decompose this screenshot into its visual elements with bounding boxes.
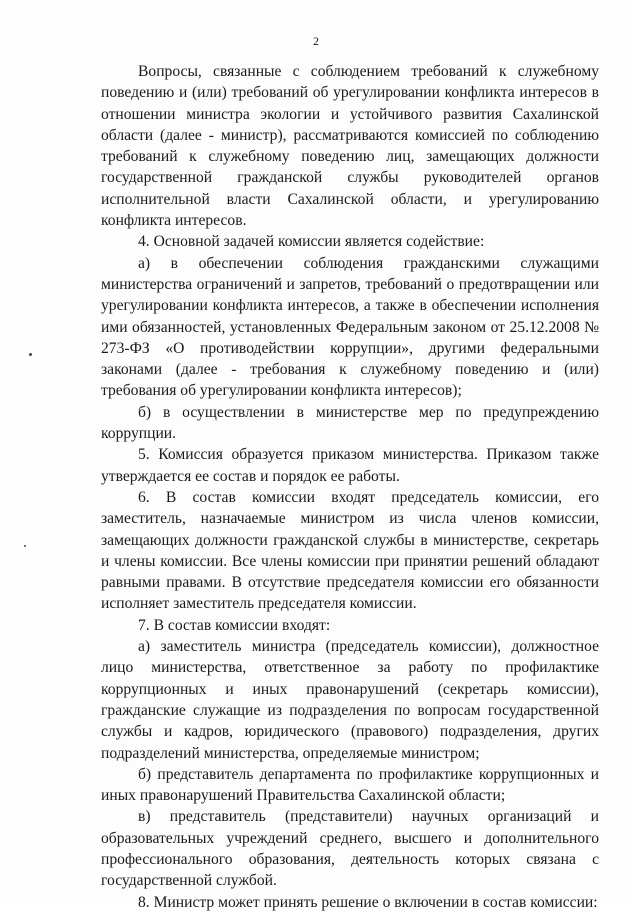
paragraph-item-4b: б) в осуществлении в министерстве мер по предупреждению коррупции. [101,403,599,443]
paragraph-item-5: 5. Комиссия образуется приказом министерства. Приказом также утверждается ее состав и порядок ее работы. [101,446,599,485]
paragraph-intro: Вопросы, связанные с соблюдением требований к служебному поведению и (или) требований об урегулировании конфликта интересов в отношении министра экологии и устойчивого развития Сахалинской области (далее - министр), рассматриваются комиссией по соблюдению требований к служебному поведению лиц, замещающих должности государственной гражданской службы руководителей органов исполнительной власти Сахалинской области, и урегулированию конфликта интересов. [101,63,599,230]
paragraph-item-6: 6. В состав комиссии входят председатель комиссии, его заместитель, назначаемые министром из числа членов комиссии, замещающих должности гражданской службы в министерстве, секретарь и члены комиссии. Все члены комиссии при принятии решений обладают равными правами. В отсутствие председателя комиссии его обязанности исполняет заместитель председателя комиссии. [101,488,599,613]
paragraph-item-4a: а) в обеспечении соблюдения гражданскими служащими министерства ограничений и запретов, требований о предотвращении или урегулировании конфликта интересов, а также в обеспечении исполнения ими обязанностей, установленных Федеральным законом от 25.12.2008 № 273-ФЗ «О противодействии коррупции», другими федеральными законами (далее - требования к служебному поведению и (или) требования об урегулировании конфликта интересов); [101,254,599,400]
paragraph-item-4: 4. Основной задачей комиссии является содействие: [138,233,485,251]
paragraph-item-8: 8. Министр может принять решение о включении в состав комиссии: [138,893,598,911]
scan-speck-mark [24,545,26,547]
page-number: 2 [313,34,319,48]
paragraph-item-7a: а) заместитель министра (председатель комиссии), должностное лицо министерства, ответственное за работу по профилактике коррупционных и иных правонарушений (секретарь комиссии), гражданские служащие из подразделения по вопросам государственной службы и кадров, юридического (правового) подразделения, других подразделений министерства, определяемые министром; [101,638,599,762]
paragraph-item-7b: б) представитель департамента по профилактике коррупционных и иных правонарушений Правительства Сахалинской области; [101,765,599,805]
scan-speck-mark [29,353,32,356]
paragraph-item-7: 7. В состав комиссии входят: [138,616,331,634]
paragraph-item-7c: в) представитель (представители) научных организаций и образовательных учреждений среднего, высшего и дополнительного профессионального образования, деятельность которых связана с государственной службой. [101,808,599,890]
document-text [101,61,599,913]
